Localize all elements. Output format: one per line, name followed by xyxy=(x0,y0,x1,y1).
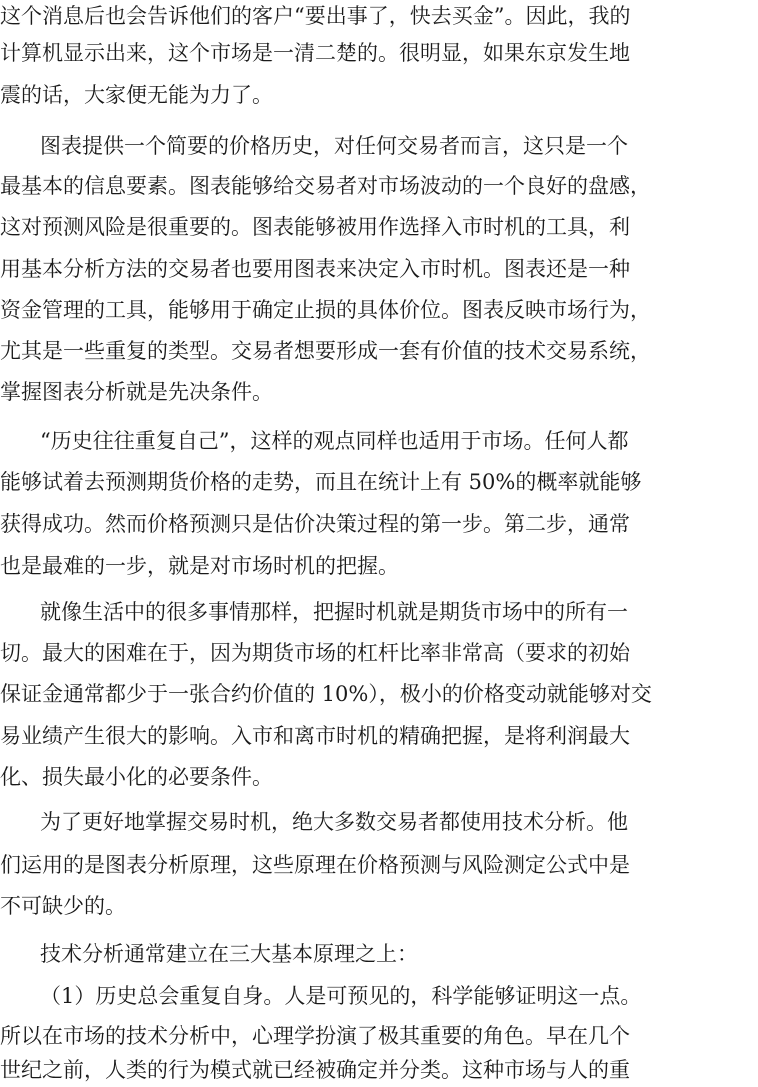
text-line: 易业绩产生很大的影响。入市和离市时机的精确把握，是将利润最大 xyxy=(0,724,630,748)
text-line: 资金管理的工具，能够用于确定止损的具体价位。图表反映市场行为， xyxy=(0,298,651,322)
text-line: 化、损失最小化的必要条件。 xyxy=(0,765,273,789)
paragraph-first-line: 技术分析通常建立在三大基本原理之上： xyxy=(40,942,418,966)
text-line: 不可缺少的。 xyxy=(0,894,126,918)
text-line: 这个消息后也会告诉他们的客户“要出事了，快去买金”。因此，我的 xyxy=(0,4,631,28)
paragraph-first-line: 为了更好地掌握交易时机，绝大多数交易者都使用技术分析。他 xyxy=(40,810,628,834)
paragraph-first-line: 就像生活中的很多事情那样，把握时机就是期货市场中的所有一 xyxy=(40,600,628,624)
text-line: 用基本分析方法的交易者也要用图表来决定入市时机。图表还是一种 xyxy=(0,257,630,281)
text-line: 尤其是一些重复的类型。交易者想要形成一套有价值的技术交易系统， xyxy=(0,339,651,363)
text-line: 保证金通常都少于一张合约价值的 10%），极小的价格变动就能够对交 xyxy=(0,682,652,706)
paragraph-first-line: “历史往往重复自己”，这样的观点同样也适用于市场。任何人都 xyxy=(40,429,629,453)
text-line: 掌握图表分析就是先决条件。 xyxy=(0,380,273,404)
paragraph-first-line: 图表提供一个简要的价格历史，对任何交易者而言，这只是一个 xyxy=(40,134,628,158)
text-line: 能够试着去预测期货价格的走势，而且在统计上有 50%的概率就能够 xyxy=(0,470,642,494)
text-line: 世纪之前，人类的行为模式就已经被确定并分类。这种市场与人的重 xyxy=(0,1058,630,1082)
text-line: 计算机显示出来，这个市场是一清二楚的。很明显，如果东京发生地 xyxy=(0,41,630,65)
text-line: 震的话，大家便无能为力了。 xyxy=(0,83,273,107)
text-line: 们运用的是图表分析原理，这些原理在价格预测与风险测定公式中是 xyxy=(0,853,630,877)
text-line: 切。最大的困难在于，因为期货市场的杠杆比率非常高（要求的初始 xyxy=(0,641,630,665)
text-line: 所以在市场的技术分析中，心理学扮演了极其重要的角色。早在几个 xyxy=(0,1024,630,1048)
text-line: 获得成功。然而价格预测只是估价决策过程的第一步。第二步，通常 xyxy=(0,512,630,536)
text-line: 也是最难的一步，就是对市场时机的把握。 xyxy=(0,554,399,578)
list-item-first-line: （1）历史总会重复自身。人是可预见的，科学能够证明这一点。 xyxy=(40,984,642,1008)
text-line: 最基本的信息要素。图表能够给交易者对市场波动的一个良好的盘感， xyxy=(0,174,651,198)
text-line: 这对预测风险是很重要的。图表能够被用作选择入市时机的工具，利 xyxy=(0,215,630,239)
